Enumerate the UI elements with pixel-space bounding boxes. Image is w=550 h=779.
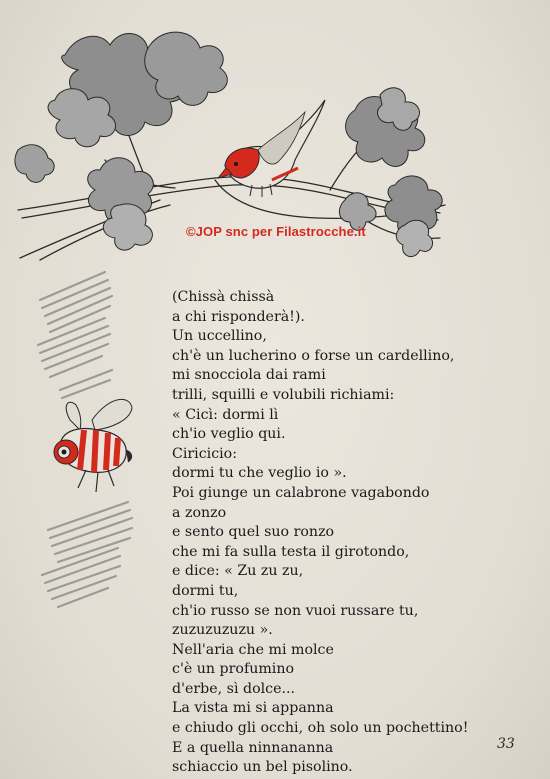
poem-line: a chi risponderà!). [172,308,305,325]
poem-line: a zonzo [172,504,227,521]
poem-line: Un uccellino, [172,328,267,345]
poem-line: che mi fa sulla testa il girotondo, [172,543,410,560]
poem-line: dormi tu che veglio io ». [172,465,347,482]
copyright-watermark: ©JOP snc per Filastrocche.it [186,224,366,239]
poem-line: schiaccio un bel pisolino. [172,759,353,776]
poem-line: La vista mi si appanna [172,700,334,717]
poem-line: Poi giunge un calabrone vagabondo [172,484,430,501]
poem-line: e dice: « Zu zu zu, [172,563,304,580]
poem-line: Nell'aria che mi molce [172,641,334,658]
oak-leaves-gray [15,32,442,257]
poem-line: d'erbe, sì dolce... [172,680,296,697]
poem-line: « Cicì: dormi lì [172,406,279,423]
poem-line: e chiudo gli occhi, oh solo un pochettino! [172,720,469,737]
poem-line: ch'è un lucherino o forse un cardellino, [172,347,455,364]
poem-line: E a quella ninnananna [172,739,334,756]
poem-line: ch'io veglio qui. [172,426,286,443]
poem-line: e sento quel suo ronzo [172,524,335,541]
bee-illustration [54,399,132,492]
poem-line: trilli, squilli e volubili richiami: [172,386,395,403]
poem-line: c'è un profumino [172,661,295,678]
bird-goldfinch [218,100,325,197]
poem-line: ch'io russo se non vuoi russare tu, [172,602,419,619]
poem-text [172,288,468,778]
poem-line: mi snocciola dai rami [172,367,326,384]
page-number: 33 [497,736,515,752]
poem-line: Ciricicio: [172,445,238,462]
poem-line: zuzuzuzuzu ». [172,622,273,639]
poem-line: (Chissà chissà [172,289,275,305]
poem-line: dormi tu, [172,582,239,599]
